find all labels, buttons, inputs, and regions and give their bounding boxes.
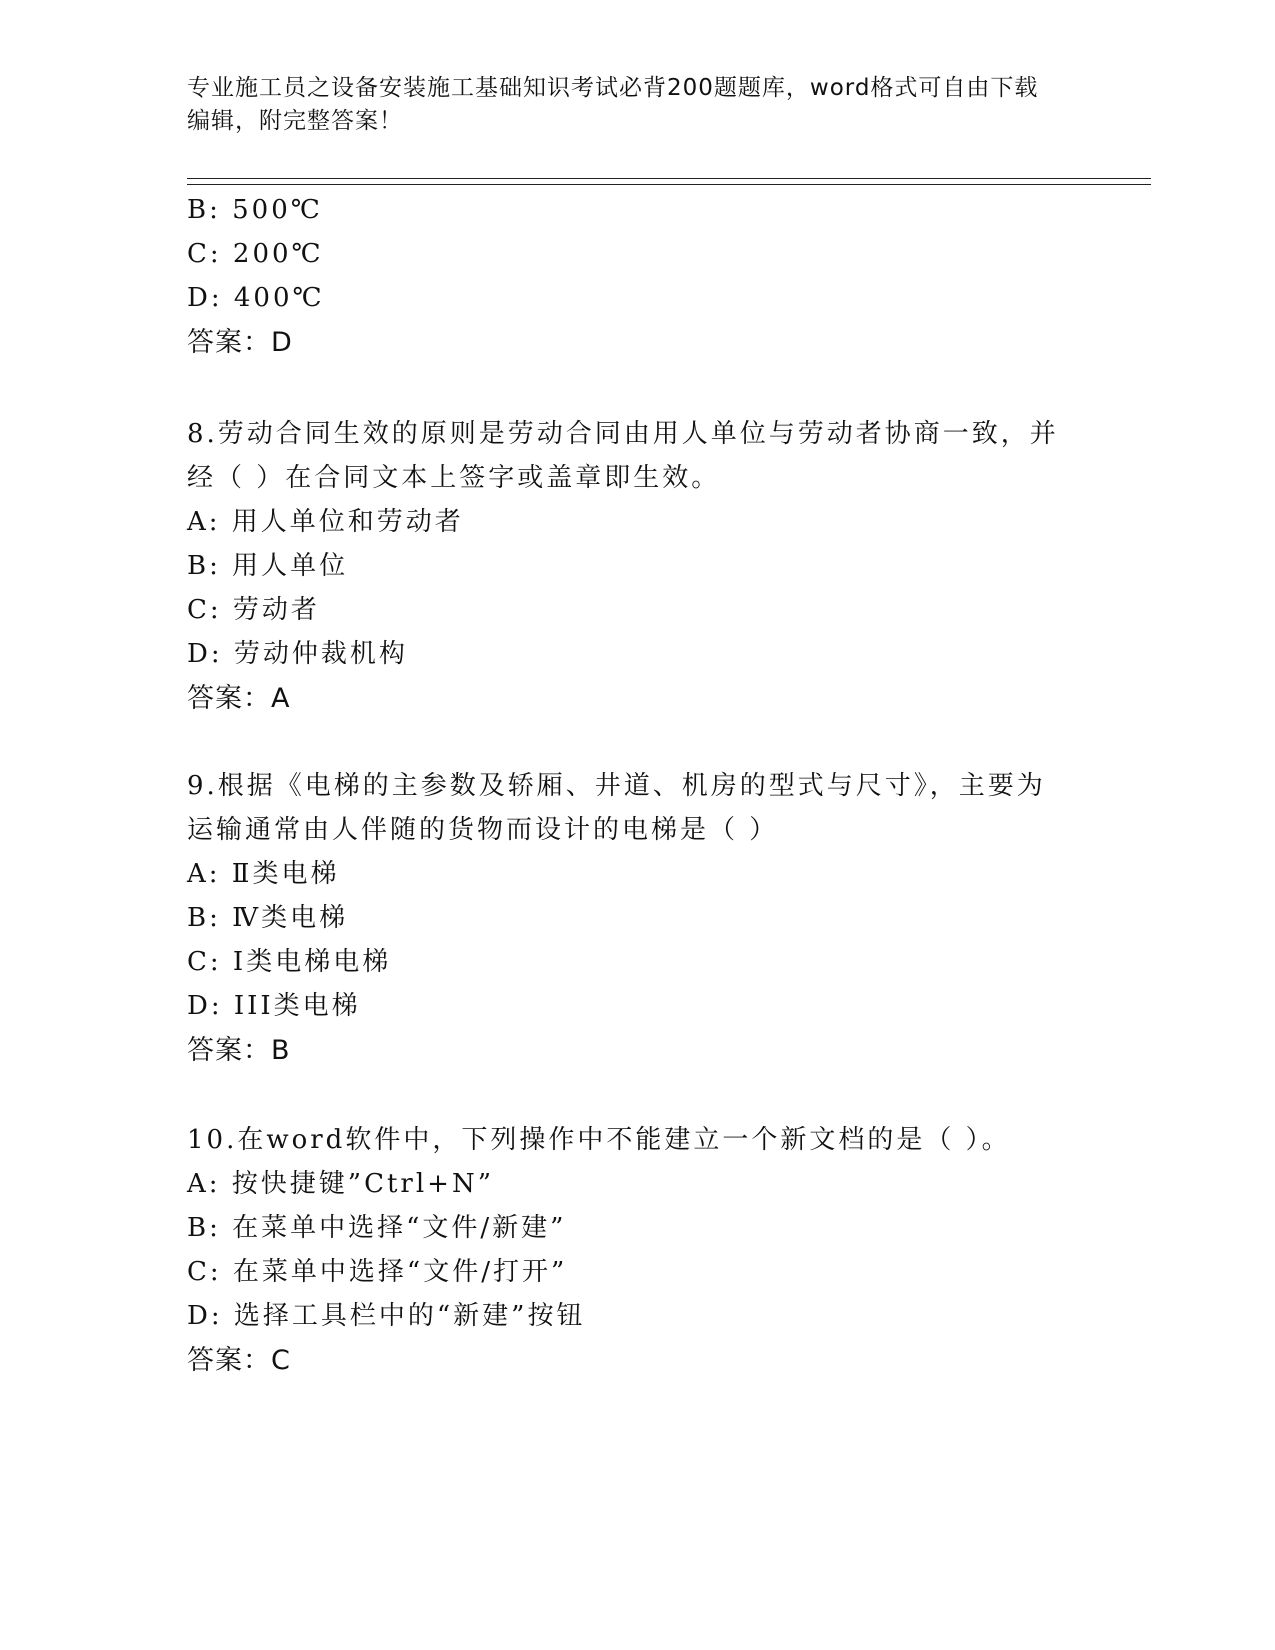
- q10-option-d: D: 选择工具栏中的“新建”按钮: [187, 1301, 586, 1331]
- q8-option-c: C: 劳动者: [187, 595, 320, 625]
- q8-stem-line-2: 经（ ）在合同文本上签字或盖章即生效。: [187, 463, 721, 493]
- q10-option-a: A: 按快捷键”Ctrl+N”: [187, 1169, 495, 1199]
- q10-answer: 答案：C: [187, 1345, 291, 1376]
- q10-option-b: B: 在菜单中选择“文件/新建”: [187, 1213, 567, 1243]
- document-header: [187, 72, 1067, 138]
- q9-stem-line-2: 运输通常由人伴随的货物而设计的电梯是（ ）: [187, 815, 779, 845]
- q7-option-d: D: 400℃: [187, 283, 325, 313]
- q8-option-b: B: 用人单位: [187, 551, 349, 581]
- header-title-line-1: 专业施工员之设备安装施工基础知识考试必背200题题库，word格式可自由下载: [187, 75, 1039, 101]
- q7-option-c: C: 200℃: [187, 239, 324, 269]
- q8-stem-line-1: 8.劳动合同生效的原则是劳动合同由用人单位与劳动者协商一致，并: [187, 419, 1059, 449]
- q7-option-b: B: 500℃: [187, 195, 323, 225]
- q7-answer: 答案：D: [187, 327, 293, 358]
- q9-option-b: B: Ⅳ类电梯: [187, 903, 349, 933]
- q9-option-c: C: Ⅰ类电梯电梯: [187, 947, 392, 977]
- q8-option-a: A: 用人单位和劳动者: [187, 507, 464, 537]
- q9-answer: 答案：B: [187, 1035, 291, 1066]
- q8-option-d: D: 劳动仲裁机构: [187, 639, 408, 669]
- q10-stem-line-1: 10.在word软件中，下列操作中不能建立一个新文档的是（ ）。: [187, 1125, 1011, 1155]
- q10-option-c: C: 在菜单中选择“文件/打开”: [187, 1257, 568, 1287]
- q9-option-a: A: Ⅱ类电梯: [187, 859, 340, 889]
- q8-answer: 答案：A: [187, 683, 291, 714]
- header-divider-bottom: [187, 184, 1151, 185]
- q9-option-d: D: III类电梯: [187, 991, 361, 1021]
- header-title-line-2: 编辑，附完整答案！: [187, 108, 403, 134]
- header-divider-top: [187, 178, 1151, 179]
- q9-stem-line-1: 9.根据《电梯的主参数及轿厢、井道、机房的型式与尺寸》，主要为: [187, 771, 1046, 801]
